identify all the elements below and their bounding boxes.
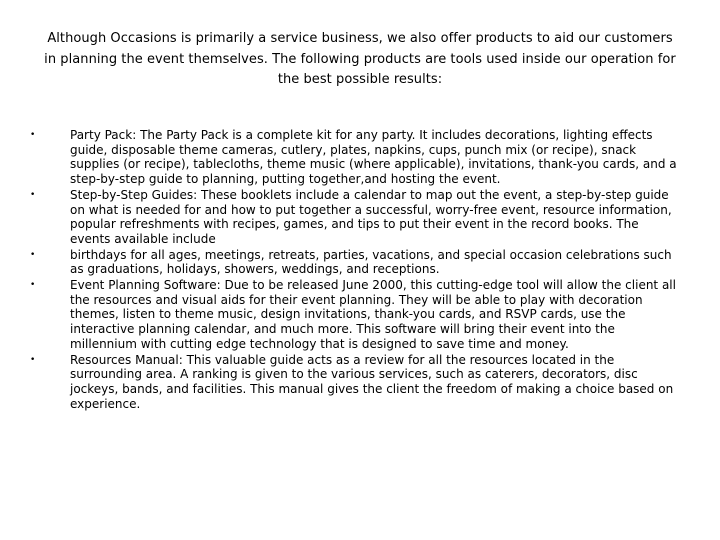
item-text: The Party Pack is a complete kit for any party. It includes decorations, lighting effects guide, disposable theme cameras, cutlery, plates, napkins, cups, punch mix (or recipe), snack supplies (or recipe), tablecloths, theme music (where applicable), invitations, thank-you cards, and a step-by-step guide to planning, putting together,and hosting the event. [70,128,677,187]
item-title: Event Planning Software: [70,278,221,293]
item-text: birthdays for all ages, meetings, retreats, parties, vacations, and special occasion celebrations such as graduations, holidays, showers, weddings, and receptions. [70,247,672,277]
bullet-icon: • [30,189,36,200]
list-item-step-by-step-guides [30,188,680,247]
bullet-icon: • [30,130,36,140]
item-text: This valuable guide acts as a review for all the resources located in the surrounding area. A ranking is given to the various services, such as caterers, decorators, disc jockeys, bands, and facilities. This manual gives the client the freedom of making a choice based on experience. [70,352,674,411]
list-item-resources-manual [30,353,680,412]
item-title: Resources Manual: [70,352,183,367]
bullet-icon: • [30,280,36,291]
list-item-party-pack [30,128,680,187]
intro-paragraph: Although Occasions is primarily a service business, we also offer products to aid our customers in planning the event themselves. The following products are tools used inside our operation for the best possible results: [44,31,676,87]
item-title: Party Pack: [70,128,137,142]
bullet-icon: • [30,249,36,260]
bullet-icon: • [30,354,36,365]
product-list [30,128,680,411]
item-title: Step-by-Step Guides: [70,187,198,202]
item-text: These booklets include a calendar to map out the event, a step-by-step guide on what is needed for and how to put together a successful, worry-free event, resource information, popular refreshments with recipes, games, and tips to put their event in the record books. The events available include [70,187,672,246]
list-item-events-available [30,248,680,277]
item-text: Due to be released June 2000, this cutting-edge tool will allow the client all the resources and visual aids for their event planning. They will be able to play with decoration themes, listen to theme music, design invitations, thank-you cards, and RSVP cards, use the interactive planning calendar, and much more. This software will bring their event into the millennium with cutting edge technology that is designed to save time and money. [70,278,676,351]
list-item-event-planning-software [30,278,680,352]
